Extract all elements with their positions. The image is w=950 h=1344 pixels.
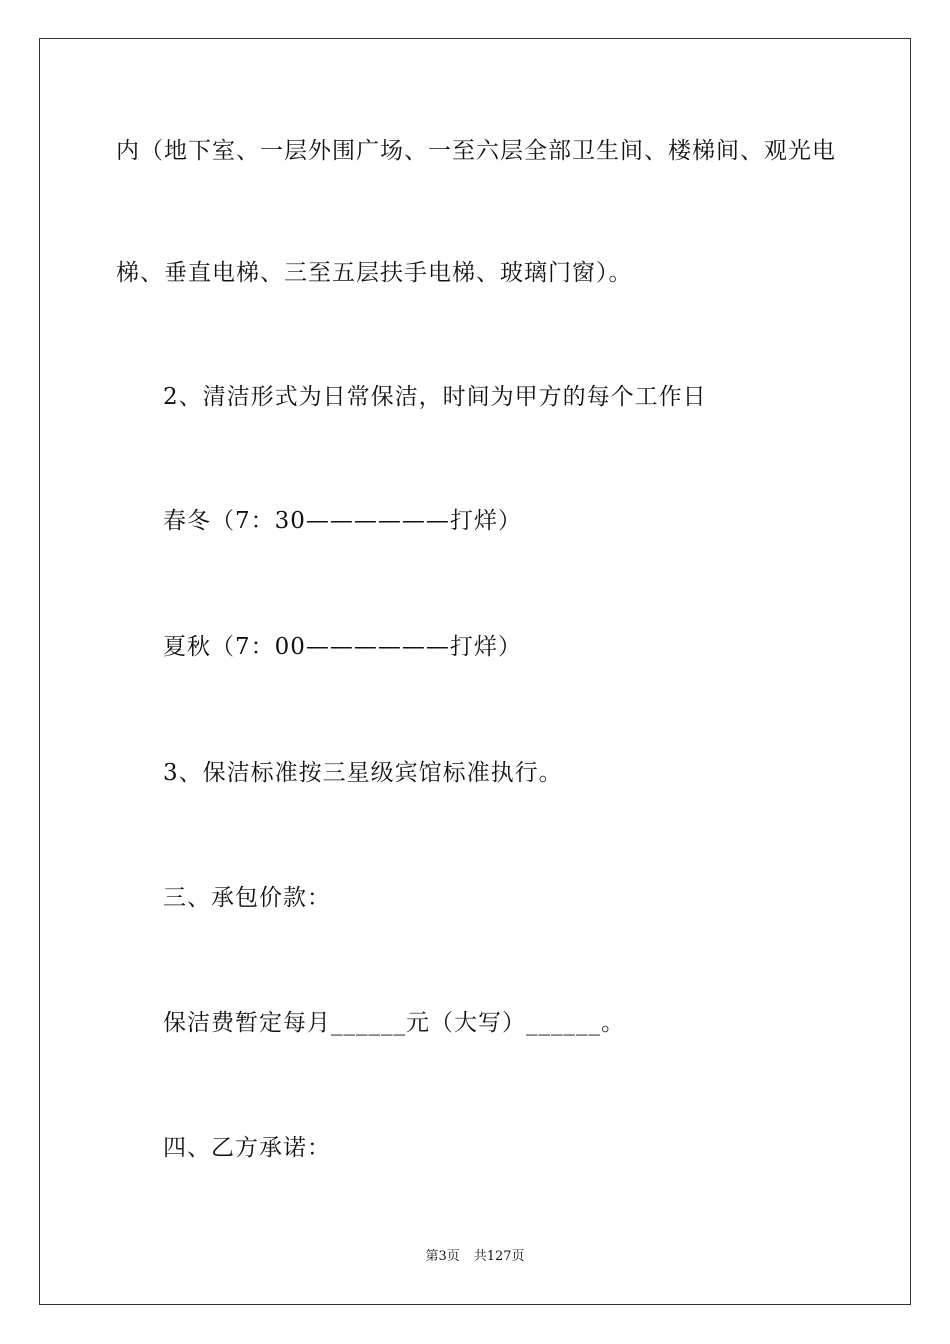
page-footer (0, 1249, 950, 1265)
page-total: 共127页 (473, 1249, 525, 1264)
body-text-line: 梯、垂直电梯、三至五层扶手电梯、玻璃门窗）。 (116, 260, 633, 286)
page-frame (39, 38, 911, 1305)
body-text-line: 3、保洁标准按三星级宾馆标准执行。 (163, 760, 563, 786)
body-text-line: 内（地下室、一层外围广场、一至六层全部卫生间、楼梯间、观光电 (116, 138, 836, 164)
body-text-line: 保洁费暂定每月______元（大写）______。 (163, 1010, 625, 1036)
page-number: 第3页 (425, 1249, 460, 1264)
body-text-line: 2、清洁形式为日常保洁，时间为甲方的每个工作日 (163, 384, 707, 410)
section-heading: 三、承包价款： (163, 885, 331, 911)
section-heading: 四、乙方承诺： (163, 1135, 331, 1161)
body-text-line: 夏秋（7：00——————打烊） (163, 634, 522, 660)
body-text-line: 春冬（7：30——————打烊） (163, 508, 522, 534)
